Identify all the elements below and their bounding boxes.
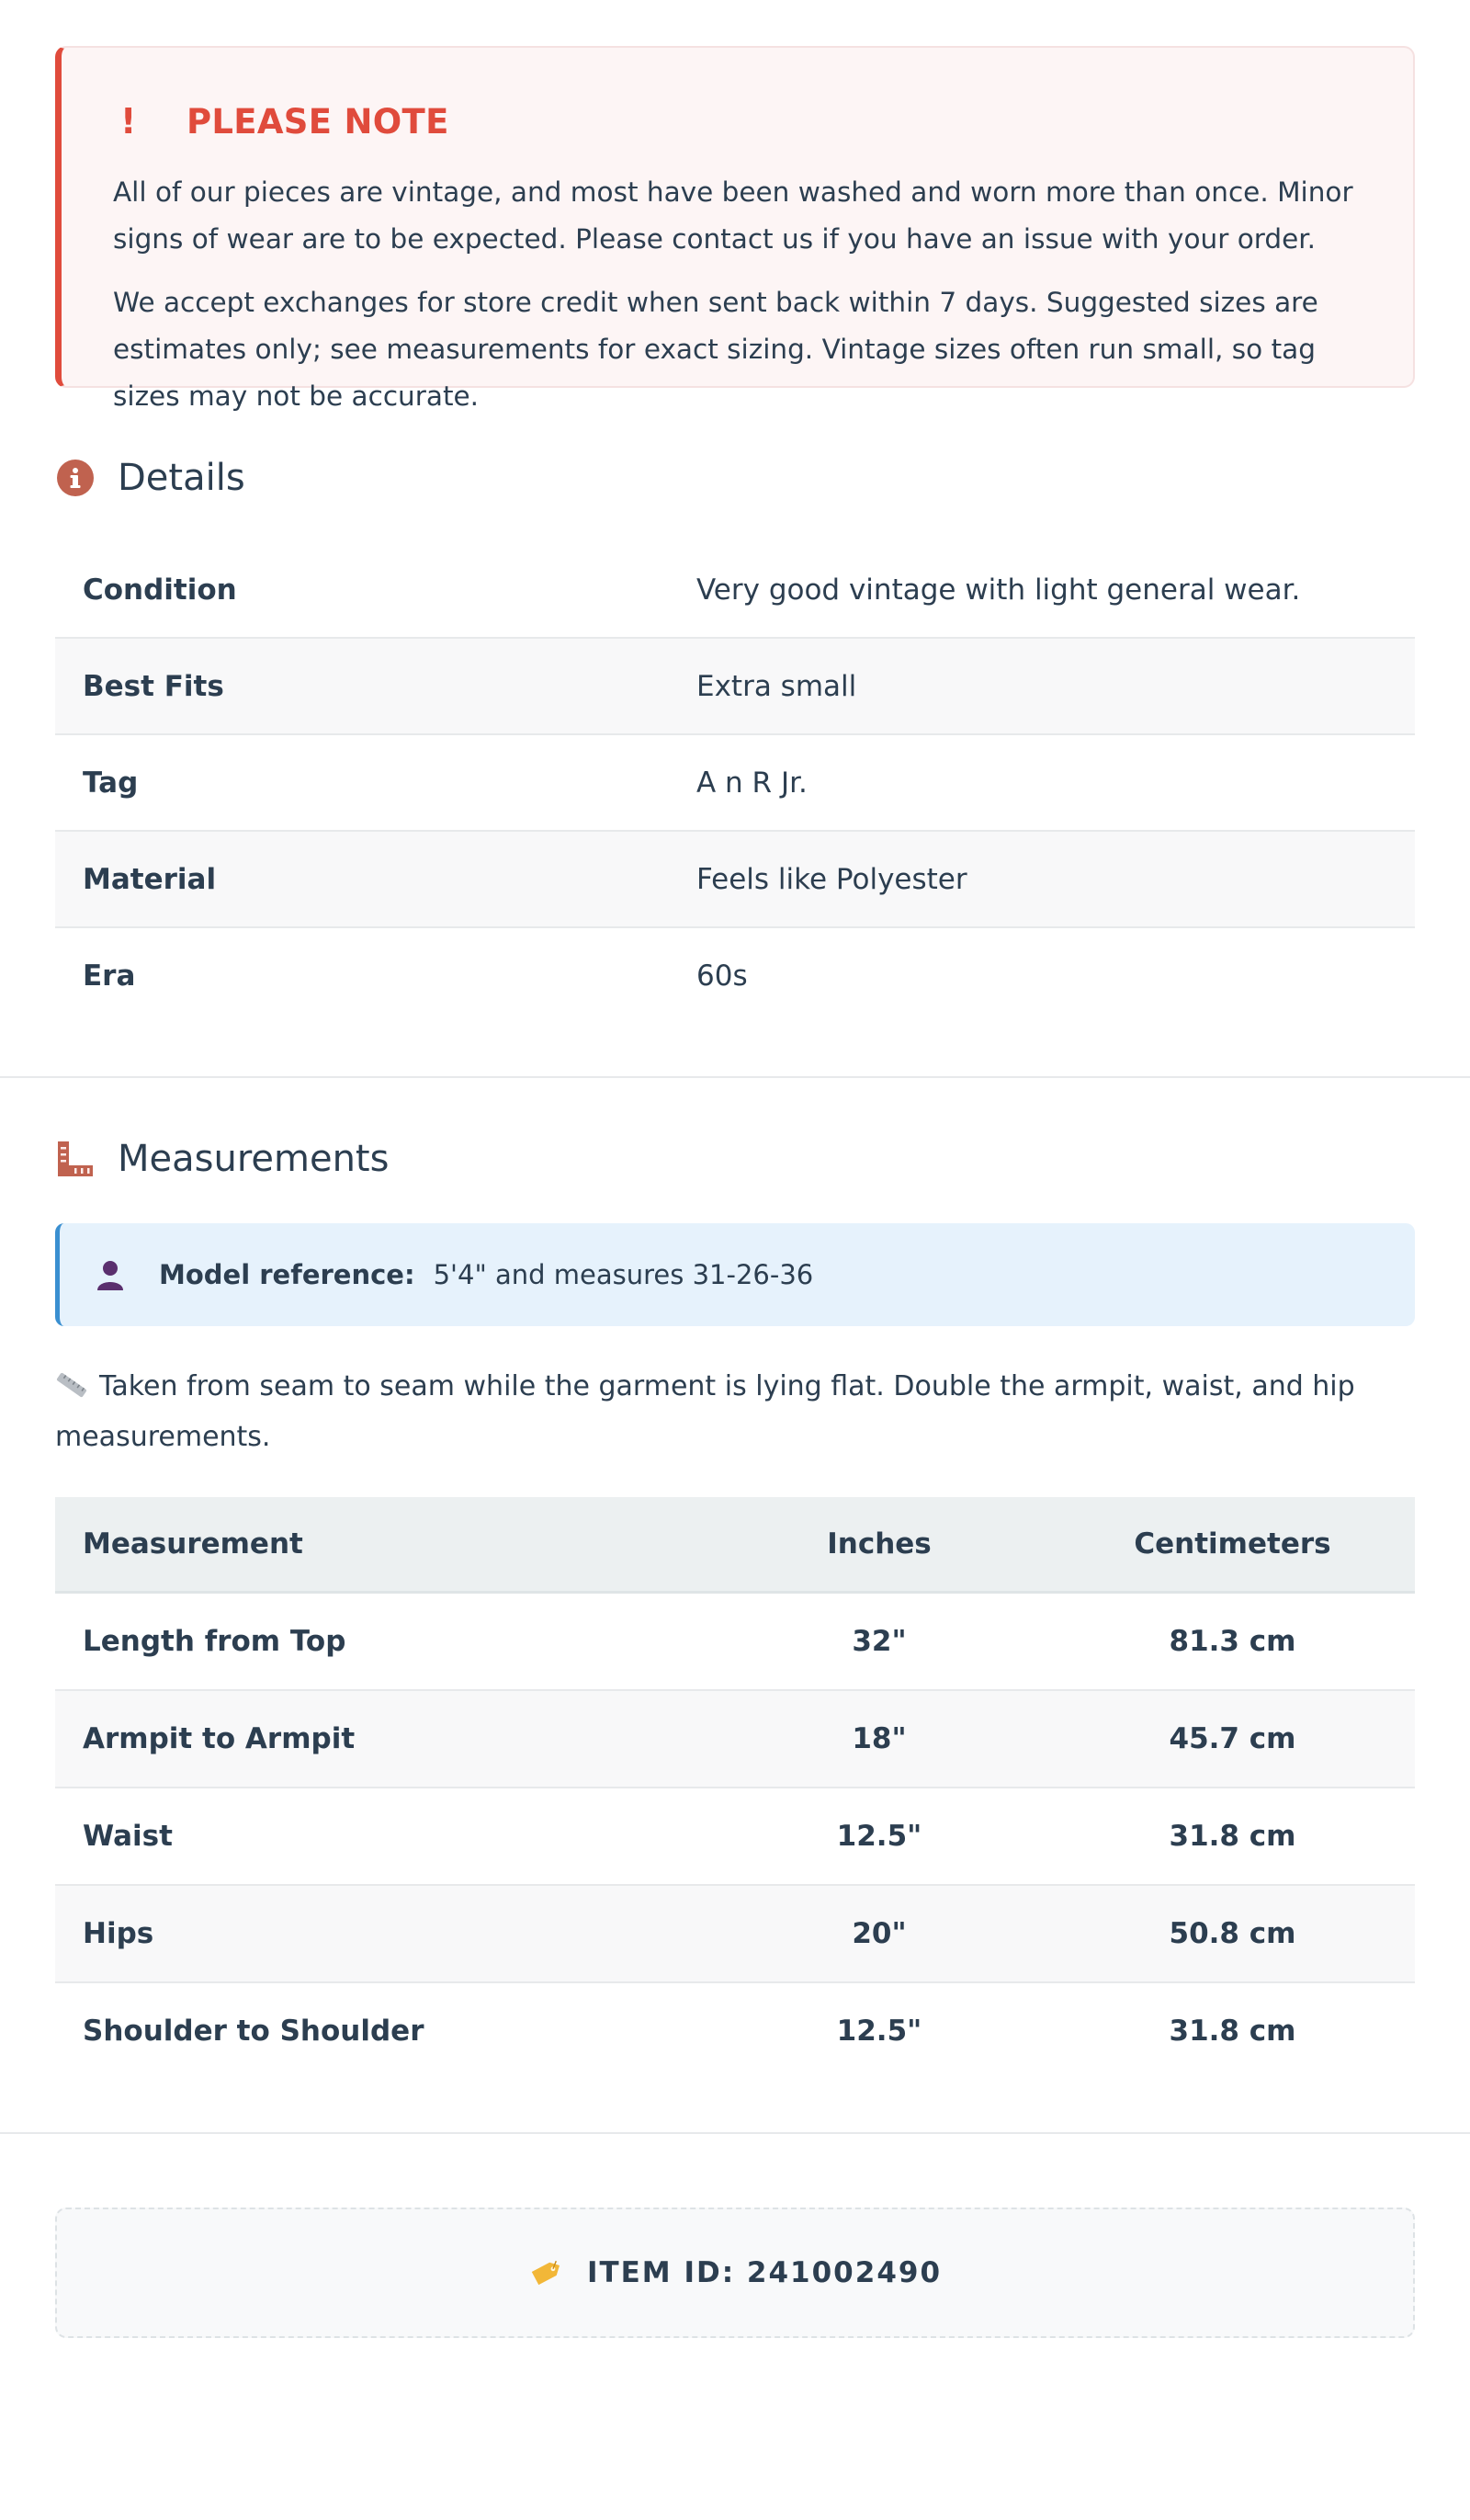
table-row [55, 831, 1415, 927]
measurement-inches: 12.5" [836, 2015, 922, 2048]
detail-value: 60s [696, 959, 748, 993]
detail-label: Material [55, 831, 669, 927]
table-row [55, 1982, 1415, 2079]
please-note-box [55, 46, 1415, 412]
measurement-cm: 45.7 cm [1050, 1690, 1415, 1788]
detail-value: Very good vintage with light general wear. [669, 542, 1415, 638]
table-row [55, 1690, 1415, 1788]
table-row [55, 542, 1415, 638]
table-row [55, 638, 1415, 734]
table-row [55, 927, 1415, 1023]
notice-paragraph: All of our pieces are vintage, and most have been washed and worn more than once. Minor signs of wear are to be expected. Please contact us if you have an issue with your order. [113, 176, 1353, 255]
table-row [55, 1885, 1415, 1982]
model-reference-label: Model reference: [159, 1259, 415, 1290]
details-header [55, 450, 1415, 505]
exclamation-icon: ! [120, 101, 137, 142]
info-icon [55, 458, 96, 498]
measurement-cm: 31.8 cm [1169, 2015, 1296, 2048]
measurements-title: Measurements [118, 1138, 390, 1180]
detail-label: Condition [55, 542, 669, 638]
measurement-cm: 31.8 cm [1050, 1788, 1415, 1885]
ruler-icon [55, 1139, 96, 1179]
measurement-note-text: Taken from seam to seam while the garment is lying flat. Double the armpit, waist, and hip measurements. [55, 1370, 1355, 1453]
table-header-row [55, 1497, 1415, 1593]
table-row [55, 1593, 1415, 1691]
column-header: Measurement [55, 1497, 708, 1593]
measurement-note [55, 1363, 1415, 1460]
measurements-table [55, 1497, 1415, 2079]
section-divider [0, 2132, 1470, 2134]
tag-icon [528, 2259, 563, 2287]
measurement-cm: 50.8 cm [1050, 1885, 1415, 1982]
detail-value: A n R Jr. [669, 734, 1415, 831]
measurements-header [55, 1131, 1415, 1186]
measurement-cm: 81.3 cm [1050, 1593, 1415, 1691]
straight-ruler-icon [55, 1367, 88, 1413]
notice-title: PLEASE NOTE [187, 101, 449, 142]
measurement-name: Armpit to Armpit [55, 1690, 708, 1788]
table-row [55, 734, 1415, 831]
person-icon [95, 1259, 128, 1290]
measurement-name: Hips [55, 1885, 708, 1982]
notice-paragraph: We accept exchanges for store credit when sent back within 7 days. Suggested sizes are estimates only; see measurements for exact sizing. Vintage sizes often run small, so tag sizes may not be accurate. [113, 287, 1318, 412]
detail-label: Best Fits [55, 638, 669, 734]
item-id-box [55, 2208, 1415, 2338]
detail-value: Feels like Polyester [669, 831, 1415, 927]
column-header: Inches [708, 1497, 1050, 1593]
model-reference [55, 1223, 1415, 1326]
model-reference-value: 5'4" and measures 31-26-36 [433, 1259, 814, 1290]
section-divider [0, 1076, 1470, 1078]
notice-header [113, 103, 1365, 140]
details-title: Details [118, 457, 245, 499]
measurement-inches: 32" [708, 1593, 1050, 1691]
measurement-inches: 12.5" [708, 1788, 1050, 1885]
detail-label: Era [83, 959, 136, 993]
details-table [55, 542, 1415, 1023]
measurement-inches: 20" [708, 1885, 1050, 1982]
measurement-inches: 18" [708, 1690, 1050, 1788]
detail-value: Extra small [669, 638, 1415, 734]
table-row [55, 1788, 1415, 1885]
item-id-label: ITEM ID: 241002490 [586, 2256, 943, 2289]
detail-label: Tag [55, 734, 669, 831]
measurement-name: Length from Top [55, 1593, 708, 1691]
measurement-name: Waist [55, 1788, 708, 1885]
measurement-name: Shoulder to Shoulder [83, 2015, 424, 2048]
column-header: Centimeters [1050, 1497, 1415, 1593]
